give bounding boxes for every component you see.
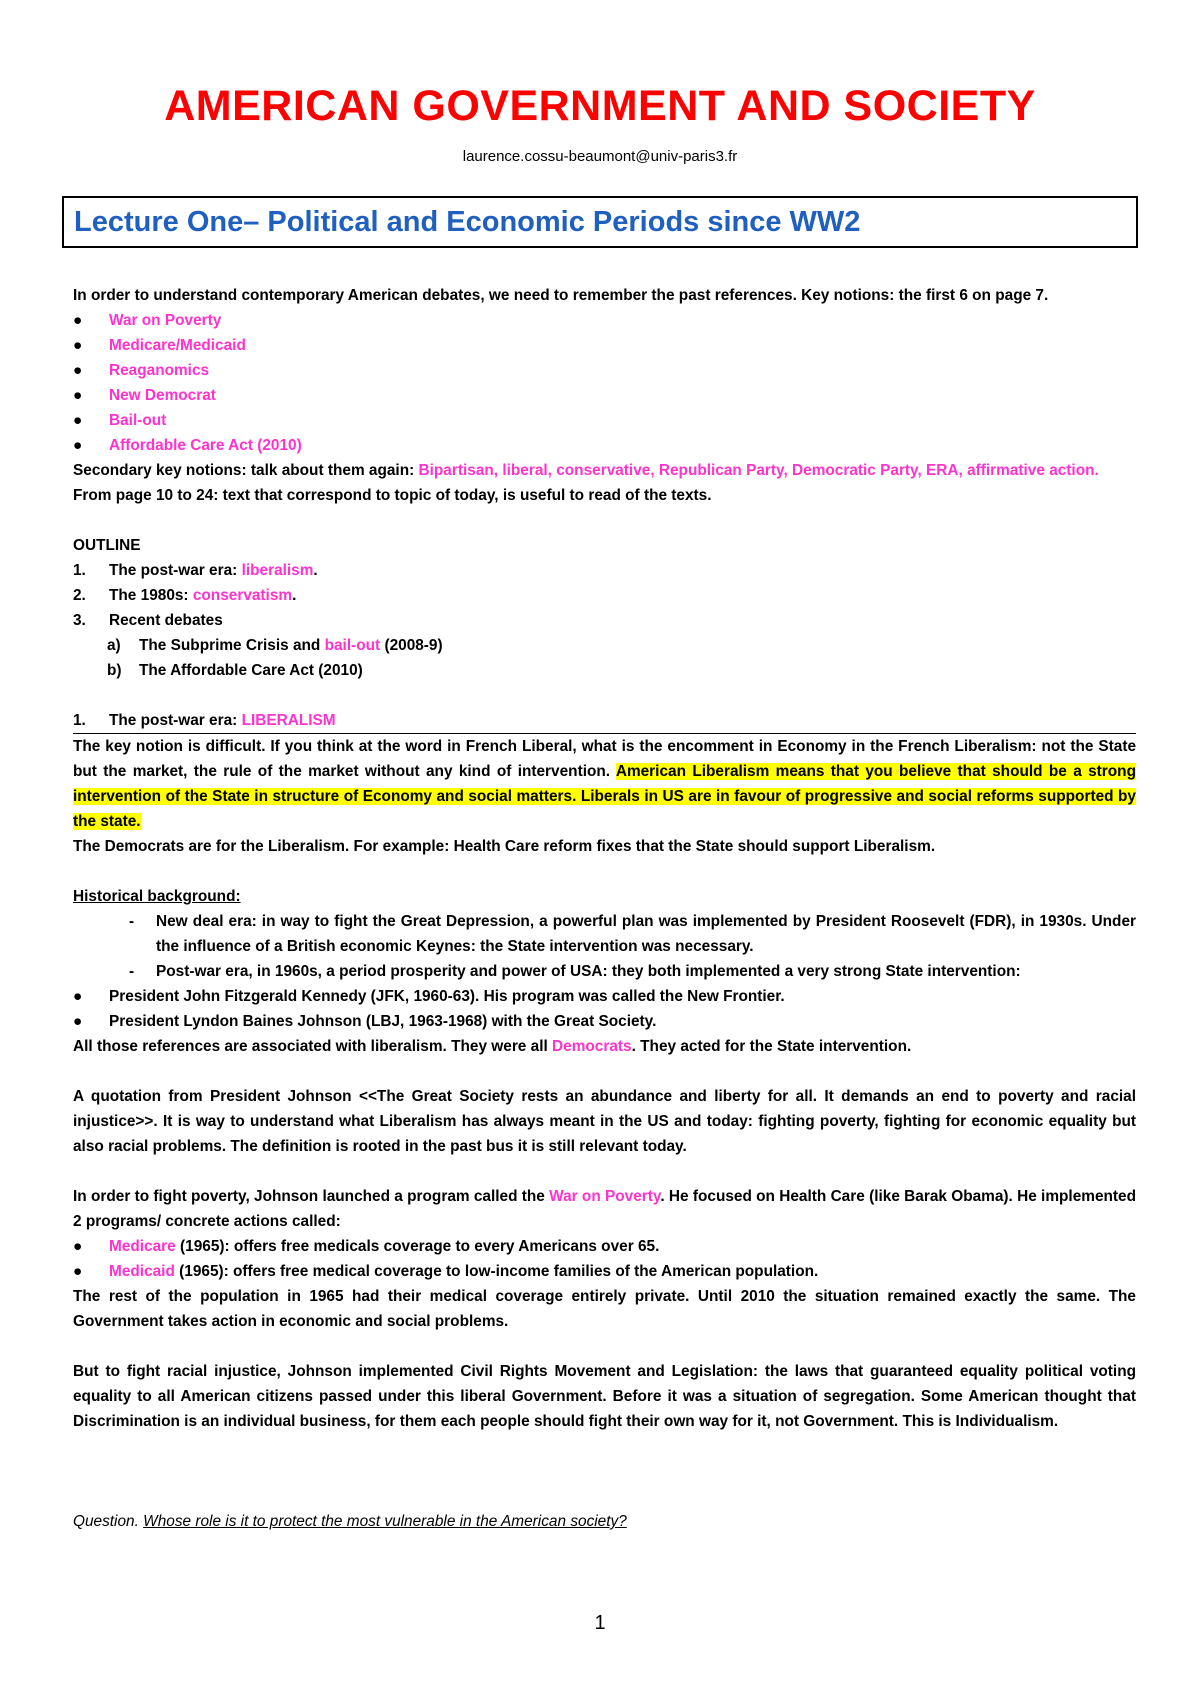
list-item: ● Bail-out [73,408,1136,433]
bullet-icon: ● [73,312,83,329]
list-item: ● Medicaid (1965): offers free medical coverage to low-income families of the American population. [73,1259,1136,1284]
intro-text: In order to understand contemporary American debates, we need to remember the past references. Key notions: the first 6 on page 7. [73,287,1049,304]
bullet-icon: ● [73,412,83,429]
pages-note: From page 10 to 24: text that correspond to topic of today, is useful to read of the texts. [73,487,712,504]
bullet-icon: ● [73,1013,83,1030]
bullet-icon: ● [73,387,83,404]
quote-paragraph: A quotation from President Johnson <<The Great Society rests an abundance and liberty for all. It demands an end to poverty and racial injustice>>. It is way to understand what Liberalism has always meant in the US and today: fighting poverty, fighting for economic equality but also racial problems. The definition is rooted in the past bus it is still relevant today. [73,1088,1136,1155]
outline-heading: OUTLINE [73,537,141,554]
bullet-icon: ● [73,1263,83,1280]
democrats-paragraph: The Democrats are for the Liberalism. For example: Health Care reform fixes that the State should support Liberalism. [73,838,936,855]
list-item: ● President Lyndon Baines Johnson (LBJ, 1963-1968) with the Great Society. [73,1009,1136,1034]
lecture-title: Lecture One– Political and Economic Periods since WW2 [74,206,861,238]
key-notions-list [73,308,1136,458]
page-number: 1 [594,1612,606,1634]
document-body [73,283,1136,1534]
list-item: ● War on Poverty [73,308,1136,333]
dash-item: - Post-war era, in 1960s, a period prosperity and power of USA: they both implemented a very strong State intervention: [129,963,1021,980]
bullet-icon: ● [73,1238,83,1255]
liberalism-paragraph: The key notion is difficult. If you think at the word in French Liberal, what is the encomment in Economy in the French Liberalism: not the State but the market, the rule of the market without any kind of intervention. American Liberalism means that you believe that should be a strong intervention of the State in structure of Economy and social matters. Liberals in US are in favour of progressive and social reforms supported by the state. [73,738,1136,830]
poverty-paragraph: In order to fight poverty, Johnson launched a program called the War on Poverty. He focused on Health Care (like Barak Obama). He implemented 2 programs/ concrete actions called: [73,1188,1136,1230]
author-email: laurence.cossu-beaumont@univ-paris3.fr [462,148,738,165]
document-title: AMERICAN GOVERNMENT AND SOCIETY [164,82,1036,130]
bullet-icon: ● [73,988,83,1005]
highlighted-text: American Liberalism means that you believe that should be a strong intervention of the State in structure of Economy and social matters. Liberals in US are in favour of progressive and social reforms supported by the state. [73,763,1136,830]
list-item: ● Affordable Care Act (2010) [73,433,1136,458]
list-item: ● Reaganomics [73,358,1136,383]
racial-paragraph: But to fight racial injustice, Johnson implemented Civil Rights Movement and Legislation: the laws that guaranteed equality political voting equality to all American citizens passed under this liberal Government. Before it was a situation of segregation. Some American thought that Discrimination is an individual business, for them each people should fight their own way for it, not Government. This is Individualism. [73,1363,1136,1430]
outline-item: 3. Recent debates [73,612,223,629]
outline-sub-item: b) The Affordable Care Act (2010) [107,662,363,679]
bullet-icon: ● [73,337,83,354]
outline-item: 1. The post-war era: liberalism. [73,562,318,579]
dash-item: - New deal era: in way to fight the Great Depression, a powerful plan was implemented by President Roosevelt (FDR), in 1930s. Under the influence of a British economic Keynes: the State intervention was necessary. [129,913,1136,955]
rest-paragraph: The rest of the population in 1965 had their medical coverage entirely private. Until 2010 the situation remained exactly the same. The Government takes action in economic and social problems. [73,1288,1136,1330]
lecture-title-box [62,196,1138,248]
bullet-icon: ● [73,362,83,379]
secondary-notions: Secondary key notions: talk about them again: Bipartisan, liberal, conservative, Republican Party, Democratic Party, ERA, affirmative action. [73,462,1099,479]
list-item: ● Medicare (1965): offers free medicals coverage to every Americans over 65. [73,1234,1136,1259]
list-item: ● Medicare/Medicaid [73,333,1136,358]
bullet-icon: ● [73,437,83,454]
question: Question. Whose role is it to protect the most vulnerable in the American society? [73,1513,627,1530]
list-item: ● President John Fitzgerald Kennedy (JFK, 1960-63). His program was called the New Frontier. [73,984,1136,1009]
historical-heading: Historical background: [73,888,241,905]
list-item: ● New Democrat [73,383,1136,408]
outline-sub-item: a) The Subprime Crisis and bail-out (2008-9) [107,637,443,654]
references-paragraph: All those references are associated with liberalism. They were all Democrats. They acted for the State intervention. [73,1038,912,1055]
outline-item: 2. The 1980s: conservatism. [73,587,297,604]
section-heading: 1. The post-war era: LIBERALISM [73,708,1136,734]
